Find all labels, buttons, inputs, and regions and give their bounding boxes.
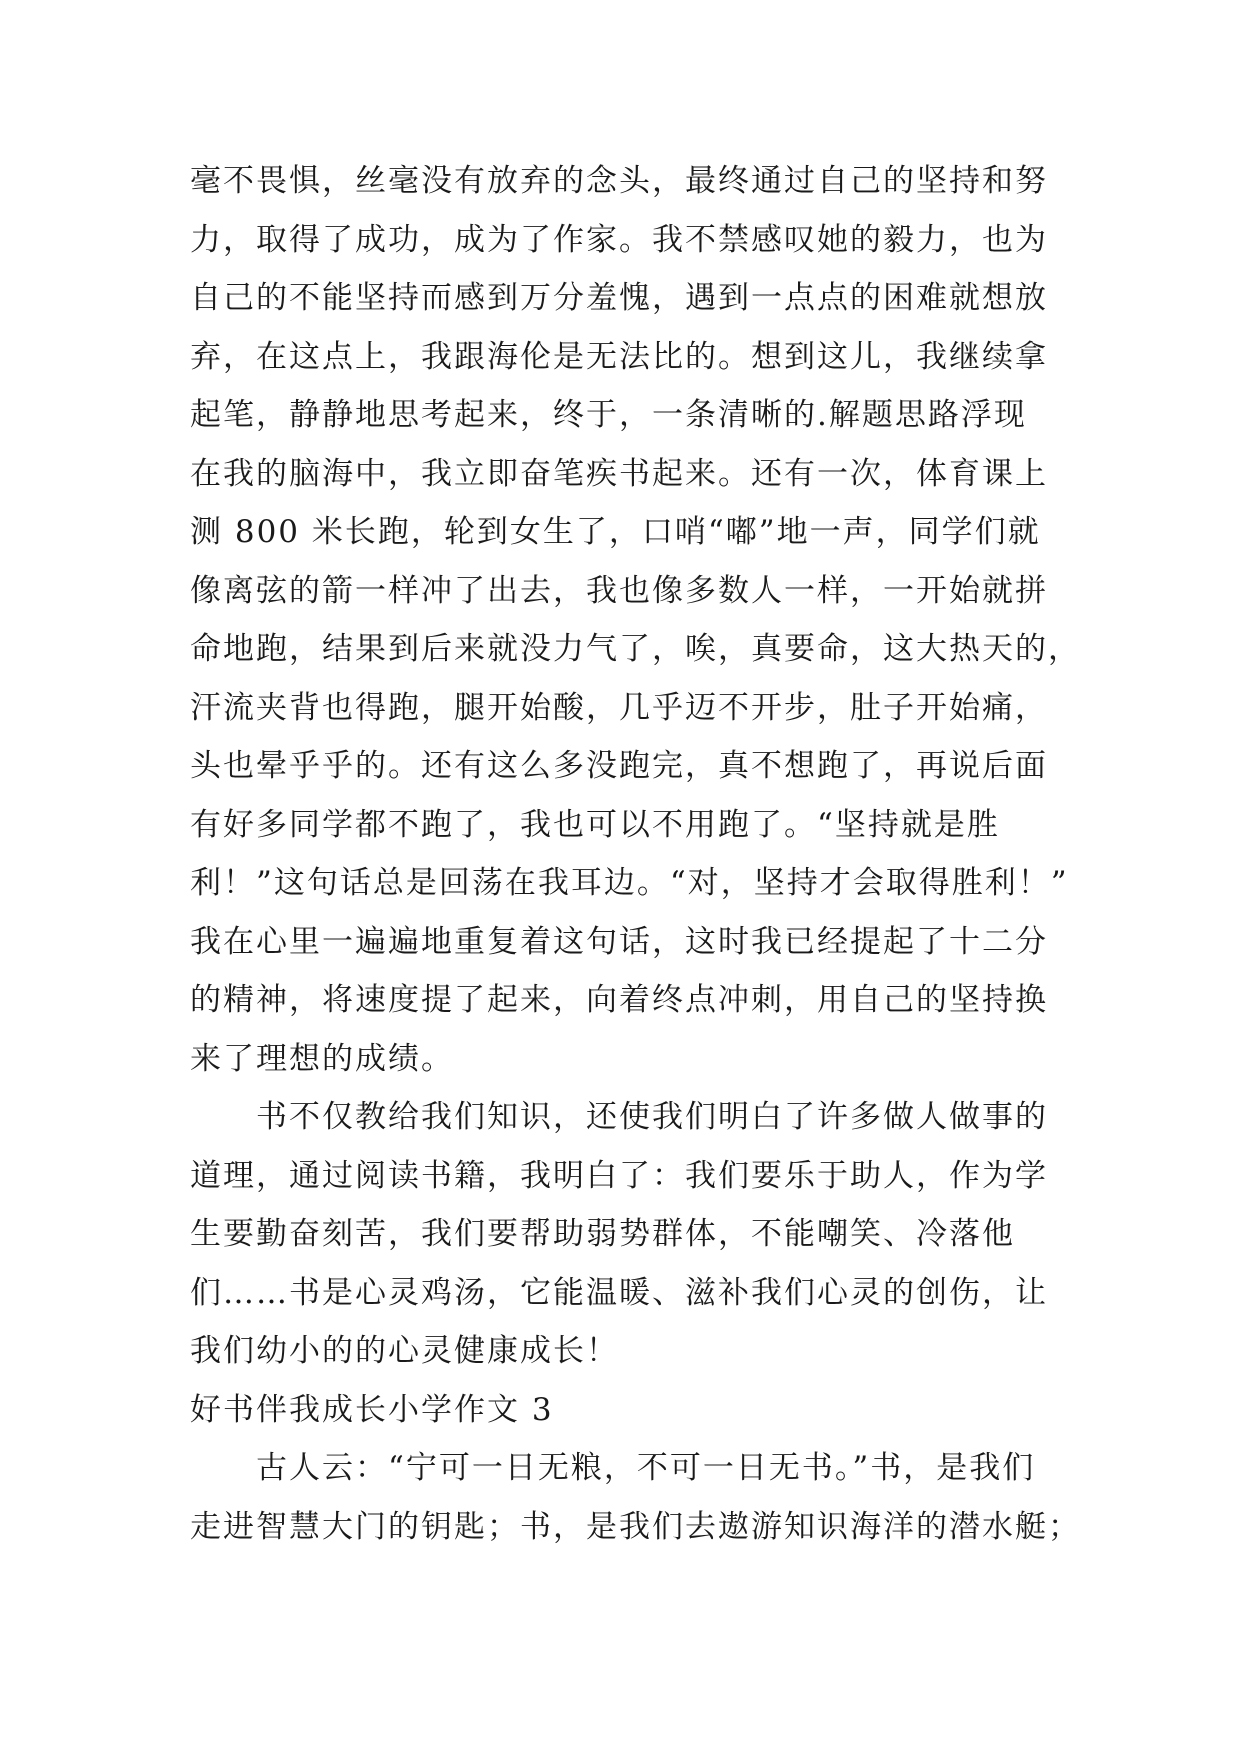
text-line: 来了理想的成绩。 bbox=[190, 1040, 454, 1077]
text-line: 在我的脑海中，我立即奋笔疾书起来。还有一次，体育课上 bbox=[190, 455, 1048, 492]
text-line: 自己的不能坚持而感到万分羞愧，遇到一点点的困难就想放 bbox=[190, 280, 1048, 316]
text-line: 古人云：“宁可一日无粮，不可一日无书。”书，是我们 bbox=[256, 1450, 1036, 1486]
text-line: 生要勤奋刻苦，我们要帮助弱势群体，不能嘲笑、冷落他 bbox=[190, 1216, 1015, 1252]
paragraph-essay-3-intro bbox=[190, 1439, 1081, 1556]
text-line: 汗流夹背也得跑，腿开始酸，几乎迈不开步，肚子开始痛， bbox=[190, 689, 1048, 726]
paragraph-book-lessons bbox=[190, 1088, 1050, 1381]
text-line: 走进智慧大门的钥匙；书，是我们去遨游知识海洋的潜水艇； bbox=[190, 1508, 1081, 1545]
text-line: 力，取得了成功，成为了作家。我不禁感叹她的毅力，也为 bbox=[190, 221, 1048, 258]
text-line: 我们幼小的的心灵健康成长！ bbox=[190, 1333, 619, 1369]
text-line: 道理，通过阅读书籍，我明白了：我们要乐于助人，作为学 bbox=[190, 1157, 1048, 1194]
text-line: 的精神，将速度提了起来，向着终点冲刺，用自己的坚持换 bbox=[190, 982, 1048, 1018]
essay-heading: 好书伴我成长小学作文 3 bbox=[190, 1391, 554, 1428]
text-line: 起笔，静静地思考起来，终于，一条清晰的.解题思路浮现 bbox=[190, 397, 1027, 433]
text-line: 利！”这句话总是回荡在我耳边。“对，坚持才会取得胜利！” bbox=[190, 865, 1069, 901]
document-body bbox=[190, 152, 1081, 1556]
text-line: 书不仅教给我们知识，还使我们明白了许多做人做事的 bbox=[256, 1099, 1048, 1135]
text-line: 弃，在这点上，我跟海伦是无法比的。想到这儿，我继续拿 bbox=[190, 338, 1048, 375]
text-line: 头也晕乎乎的。还有这么多没跑完，真不想跑了，再说后面 bbox=[190, 748, 1048, 784]
text-line: 我在心里一遍遍地重复着这句话，这时我已经提起了十二分 bbox=[190, 923, 1048, 960]
text-line: 有好多同学都不跑了，我也可以不用跑了。“坚持就是胜 bbox=[190, 806, 1000, 843]
text-line: 像离弦的箭一样冲了出去，我也像多数人一样，一开始就拼 bbox=[190, 572, 1048, 609]
text-line: 毫不畏惧，丝毫没有放弃的念头，最终通过自己的坚持和努 bbox=[190, 163, 1048, 199]
text-line: 们……书是心灵鸡汤，它能温暖、滋补我们心灵的创伤，让 bbox=[190, 1274, 1048, 1311]
paragraph-continuation bbox=[190, 152, 1081, 1088]
text-line: 命地跑，结果到后来就没力气了，唉，真要命，这大热天的， bbox=[190, 631, 1081, 667]
text-line: 测 800 米长跑，轮到女生了，口哨“嘟”地一声，同学们就 bbox=[190, 514, 1041, 550]
